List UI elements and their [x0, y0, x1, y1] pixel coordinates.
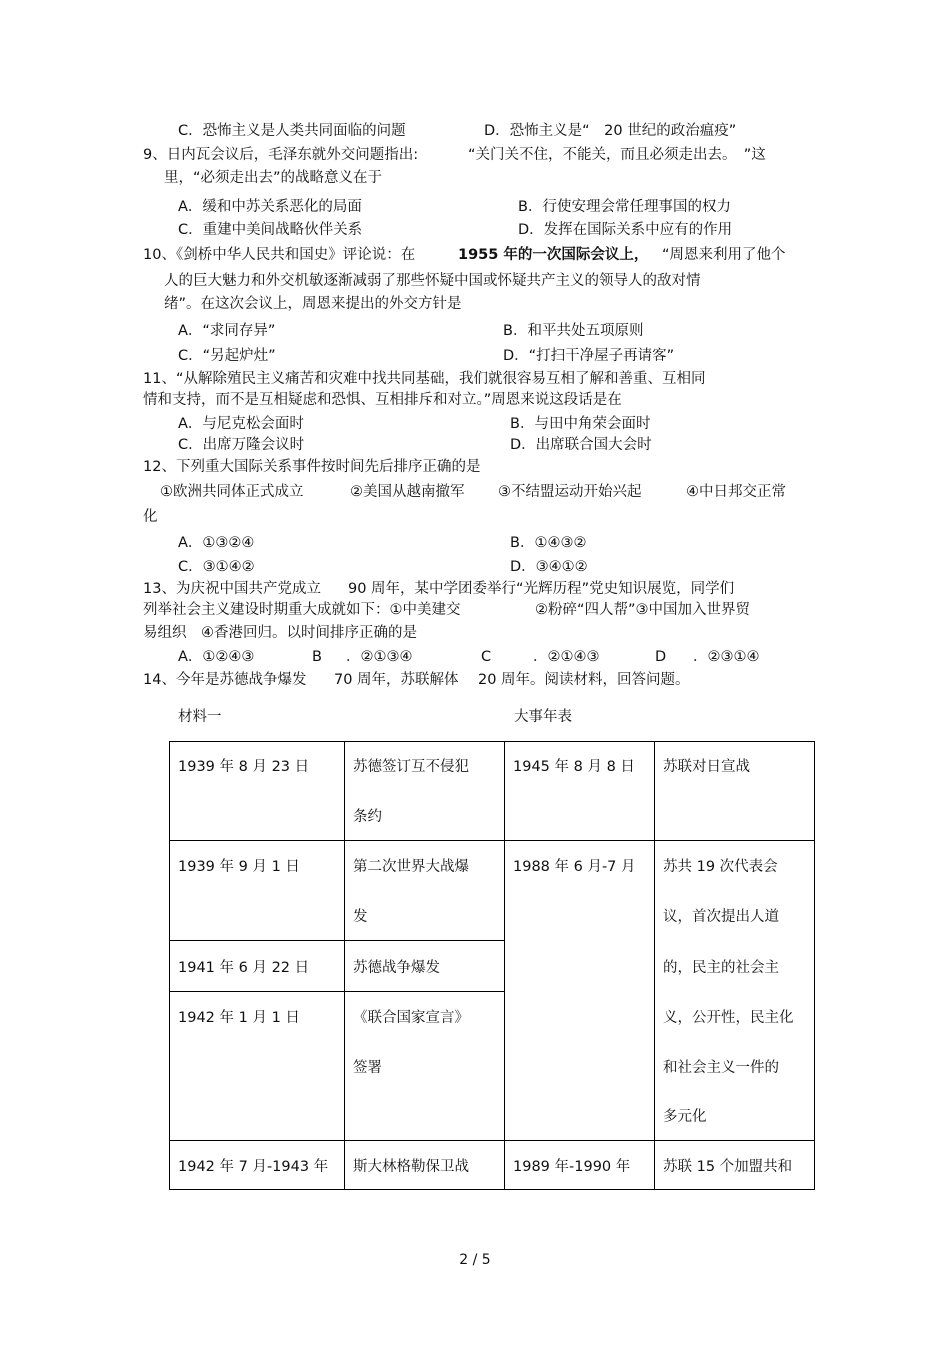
q12-item-2: ②美国从越南撤军 — [350, 484, 465, 500]
q10-option-a: A．“求同存异” — [178, 323, 276, 339]
table-row-4-event-cont: 签署 — [353, 1060, 382, 1076]
q13-stem-line1b: 90 周年，某中学团委举行“光辉历程”党史知识展览，同学们 — [348, 581, 735, 597]
q13-stem-line3: 易组织 ④香港回归。以时间排序正确的是 — [143, 625, 417, 641]
table-right-row-2-event-line: 和社会主义一件的 — [663, 1060, 779, 1076]
q13-option-b-text: ．②①③④ — [346, 649, 413, 665]
table-row-4-date: 1942 年 1 月 1 日 — [178, 1010, 300, 1026]
q10-option-d: D．“打扫干净屋子再请客” — [503, 348, 675, 364]
q12-item-3: ③不结盟运动开始兴起 — [498, 484, 642, 500]
q13-option-a: A．①②④③ — [178, 649, 255, 665]
q11-option-a: A．与尼克松会面时 — [178, 416, 304, 432]
q9-stem-line1b: “关门关不住，不能关，而且必须走出去。 ”这 — [468, 147, 766, 163]
q11-stem-line1: 11、“从解除殖民主义痛苦和灾难中找共同基础，我们就很容易互相了解和善重、互相同 — [143, 371, 706, 387]
table-right-row-2-date: 1988 年 6 月-7 月 — [513, 859, 636, 875]
table-right-row-2-event-line: 多元化 — [663, 1109, 707, 1125]
table-row-2-event-cont: 发 — [353, 909, 368, 925]
q12-option-c: C．③①④② — [178, 559, 255, 575]
q11-option-d: D．出席联合国大会时 — [510, 437, 652, 453]
q9-option-b: B．行使安理会常任理事国的权力 — [518, 199, 731, 215]
q11-option-c: C．出席万隆会议时 — [178, 437, 305, 453]
q14-stem-a: 14、今年是苏德战争爆发 — [143, 672, 307, 688]
q10-stem-year: 1955 年的一次国际会议上， — [458, 247, 649, 263]
table-row-4-event: 《联合国家宣言》 — [353, 1010, 469, 1026]
table-right-row-2-event-line: 苏共 19 次代表会 — [663, 859, 778, 875]
q10-stem-line2: 人的巨大魅力和外交机敏逐渐减弱了那些怀疑中国或怀疑共产主义的领导人的敌对情 — [164, 273, 701, 289]
table-row-2-date: 1939 年 9 月 1 日 — [178, 859, 300, 875]
q9-stem-line1: 9、日内瓦会议后，毛泽东就外交问题指出: — [143, 147, 419, 163]
table-right-row-3-event: 苏联 15 个加盟共和 — [663, 1159, 793, 1175]
q13-option-d-letter: D — [655, 649, 667, 665]
q10-option-b: B．和平共处五项原则 — [503, 323, 644, 339]
q10-option-c: C．“另起炉灶” — [178, 348, 276, 364]
q12-item-4-cont: 化 — [143, 509, 158, 525]
q11-option-b: B．与田中角荣会面时 — [510, 416, 651, 432]
q10-stem-line3: 绪”。在这次会议上，周恩来提出的外交方针是 — [164, 296, 462, 312]
q14-stem-b: 70 周年，苏联解体 — [334, 672, 459, 688]
q12-item-1: ①欧洲共同体正式成立 — [160, 484, 304, 500]
q13-option-b-letter: B — [312, 649, 322, 665]
table-row-1-event-cont: 条约 — [353, 809, 382, 825]
q12-stem: 12、下列重大国际关系事件按时间先后排序正确的是 — [143, 459, 481, 475]
q13-option-c-text: ．②①④③ — [533, 649, 600, 665]
q12-option-a: A．①③②④ — [178, 535, 255, 551]
material-label: 材料一 — [178, 709, 222, 725]
q13-stem-line2b: ②粉碎“四人帮”③中国加入世界贸 — [535, 602, 751, 618]
table-row-1-date: 1939 年 8 月 23 日 — [178, 759, 310, 775]
q14-stem-c: 20 周年。阅读材料，回答问题。 — [478, 672, 690, 688]
table-row-3-event: 苏德战争爆发 — [353, 960, 440, 976]
table-right-row-1-event: 苏联对日宣战 — [663, 759, 750, 775]
q8-option-c: C．恐怖主义是人类共同面临的问题 — [178, 123, 406, 139]
q9-option-c: C．重建中美间战略伙伴关系 — [178, 222, 363, 238]
table-row-5-event: 斯大林格勒保卫战 — [353, 1159, 469, 1175]
table-right-row-2-event-line: 义，公开性，民主化 — [663, 1010, 794, 1026]
q12-option-b: B．①④③② — [510, 535, 587, 551]
table-right-row-2-event-line: 议，首次提出人道 — [663, 909, 779, 925]
table-row-5-date: 1942 年 7 月-1943 年 — [178, 1159, 329, 1175]
q8-option-d: D．恐怖主义是“ 20 世纪的政治瘟疫” — [484, 123, 737, 139]
q12-item-4: ④中日邦交正常 — [686, 484, 786, 500]
q9-option-a: A．缓和中苏关系恶化的局面 — [178, 199, 362, 215]
q13-option-c-letter: C — [481, 649, 492, 665]
q10-stem-line1: 10、《剑桥中华人民共和国史》评论说：在 — [143, 247, 416, 263]
page-number: 2 / 5 — [459, 1252, 491, 1268]
q13-stem-line2a: 列举社会主义建设时期重大成就如下：①中美建交 — [143, 602, 461, 618]
table-right-row-3-date: 1989 年-1990 年 — [513, 1159, 631, 1175]
table-right-row-1-date: 1945 年 8 月 8 日 — [513, 759, 635, 775]
q13-option-d-text: ．②③①④ — [693, 649, 760, 665]
q12-option-d: D．③④①② — [510, 559, 588, 575]
table-row-2-event: 第二次世界大战爆 — [353, 859, 469, 875]
q9-stem-line2: 里，“必须走出去”的战略意义在于 — [164, 170, 383, 186]
table-right-row-2-event-line: 的，民主的社会主 — [663, 960, 779, 976]
table-row-1-event: 苏德签订互不侵犯 — [353, 759, 469, 775]
table-title: 大事年表 — [514, 709, 572, 725]
table-row-3-date: 1941 年 6 月 22 日 — [178, 960, 310, 976]
q11-stem-line2: 情和支持，而不是互相疑虑和恐惧、互相排斥和对立。”周恩来说这段话是在 — [143, 392, 622, 408]
q9-option-d: D．发挥在国际关系中应有的作用 — [518, 222, 733, 238]
timeline-table — [169, 741, 815, 1190]
q13-stem-line1a: 13、为庆祝中国共产党成立 — [143, 581, 321, 597]
q10-stem-quote: “周恩来利用了他个 — [662, 247, 786, 263]
